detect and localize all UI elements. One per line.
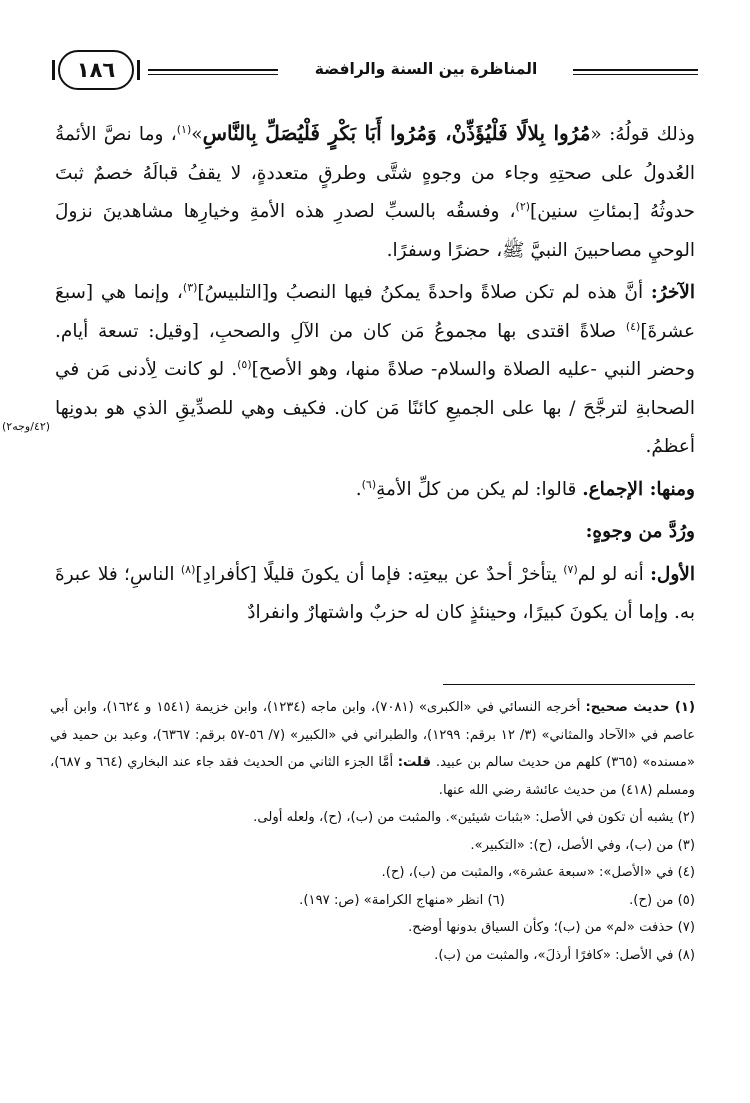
footnote-ref-5[interactable]: (٥) [237,357,252,371]
p2-a: أنَّ هذه لم تكن صلاةً واحدةً يمكنُ فيها النصبُ و[التلبيسُ] [197,282,651,303]
p5-b: يتأخرْ أحدٌ عن بيعتِه: فإما أن يكونَ قليلًا [كأفرادِ] [195,563,564,585]
footnote-ref-2[interactable]: (٢) [515,199,531,213]
paragraph-5 [55,556,695,633]
p1-mid: ، وما نصَّ الأئمةُ العُدولُ على صحتِهِ وجاء من وجوهٍ شتَّى وطرقٍ متعددةٍ، لا يقفُ قبالَهُ خصمٌ ثبتَ حدوثُهُ [بمئاتِ سنين] [55,124,695,222]
header-rule-left-thin [148,74,278,75]
fn1-text: أخرجه النسائي في «الكبرى» (٧٠٨١)، وابن ماجه (١٢٣٤)، وابن خزيمة (١٥٤١ و ١٦٢٤)، وابن أبي عاصم في «الآحاد والمثاني» (٣/ ١٢ برقم: ١٢٩٩)، والطبراني في «الكبير» (٧/ ٥٦-٥٧ برقم: ٦٣٦٧)، وعبد بن حميد في «مسنده» (٣٦٥) كلهم من حديث سالم بن عبيد. [50,700,695,770]
page-number-badge: ١٨٦ [58,50,134,90]
paragraph-2 [55,274,695,467]
footnote-5-6 [50,887,695,915]
footnote-ref-1[interactable]: (١) [176,122,192,136]
footnote-2: (٢) يشبه أن تكون في الأصل: «بثبات شيئين». والمثبت من (ب)، (ح)، ولعله أولى. [253,810,695,825]
footnote-separator [443,684,695,685]
page-header [58,50,698,94]
footnote-ref-4[interactable]: (٤) [625,319,641,333]
footnote-ref-6[interactable]: (٦) [361,477,377,491]
p3-lead: ومنها: الإجماع. [582,478,695,500]
p5-a: أنه لو لم [577,563,651,585]
footnote-4: (٤) في «الأصل»: «سبعة عشرة»، والمثبت من (ب)، (ح). [381,865,695,880]
p2-c: صلاةً اقتدى بها مجموعُ مَن كان من الآلِ والصحبِ، [وقيل: تسعة أيام. وحضر النبي -عليه الصلاة والسلام- صلاةً منها، وهو الأصح] [55,320,695,380]
p2-d: . لو كانت لِأدنى مَن في الصحابةِ لترجَّحَ / بها على الجميعِ كائنًا مَن كان. فكيف وهي للصدِّيقِ الذي هو بدونِها أعظمُ. [55,359,695,457]
section-heading: ورُدَّ من وجوهٍ: [585,521,695,542]
footnote-5: (٥) من (ح). [629,892,695,908]
fn1-label: (١) حديث صحيح: [585,700,695,715]
footnote-7: (٧) حذفت «لم» من (ب)؛ وكأن السياق بدونها أوضح. [408,920,695,935]
footnotes [50,694,695,969]
footnote-ref-8[interactable]: (٨) [180,562,196,576]
p2-b: ، وإنما هي [سبعَ عشرةَ] [55,282,695,342]
footnote-ref-7[interactable]: (٧) [563,562,578,576]
p2-lead: الآخرُ: [650,282,695,303]
fn1-qult: قلت: [397,755,436,770]
p1-close: » [191,124,203,145]
footnote-6: (٦) انظر «منهاج الكرامة» (ص: ١٩٧). [299,892,505,908]
p3-text: قالوا: لم يكن من كلِّ الأمةِ [376,478,583,500]
fn1-tail: أمَّا الجزء الثاني من الحديث فقد جاء عند البخاري (٦٦٤ و ٦٨٧)، ومسلم (٤١٨) من حديث عائشة رضي الله عنها. [50,755,695,798]
paragraph-3 [55,471,695,510]
p5-lead: الأول: [650,563,695,585]
footnote-ref-3[interactable]: (٣) [182,280,198,294]
header-rule-right [573,69,698,71]
hadith-quote: مُرُوا بِلالًا فَلْيُؤَذِّنْ، وَمُرُوا أَبَا بَكْرٍ فَلْيُصَلِّ بِالنَّاسِ [202,121,591,145]
paragraph-1 [55,114,695,270]
p1-tail: ، وفسقُه بالسبِّ لصدرِ هذه الأمةِ وخيارِها مشاهدينَ نزولَ الوحيِ مصاحبينَ النبيَّ ﷺ، حضرًا وسفرًا. [55,201,695,261]
p3-end: . [355,478,362,500]
running-title: المناظرة بين السنة والرافضة [314,60,538,78]
header-rule-left [148,69,278,71]
footnote-8: (٨) في الأصل: «كافرًا أرذلَ»، والمثبت من (ب). [434,947,695,963]
margin-manuscript-note: (٤٢/وجه٢) [2,420,51,433]
header-rule-right-thin [573,74,698,75]
main-text [55,114,695,633]
p5-c: الناسِ؛ فلا عبرةَ به. وإما أن يكونَ كبيرًا، وحينئذٍ كان له حزبٌ واشتهارٌ وانفرادٌ [55,563,695,623]
footnote-3: (٣) من (ب)، وفي الأصل، (ح): «التكبير». [470,837,695,853]
footnote-1 [50,694,695,804]
p1-lead: وذلك قولُهُ: « [590,124,695,145]
